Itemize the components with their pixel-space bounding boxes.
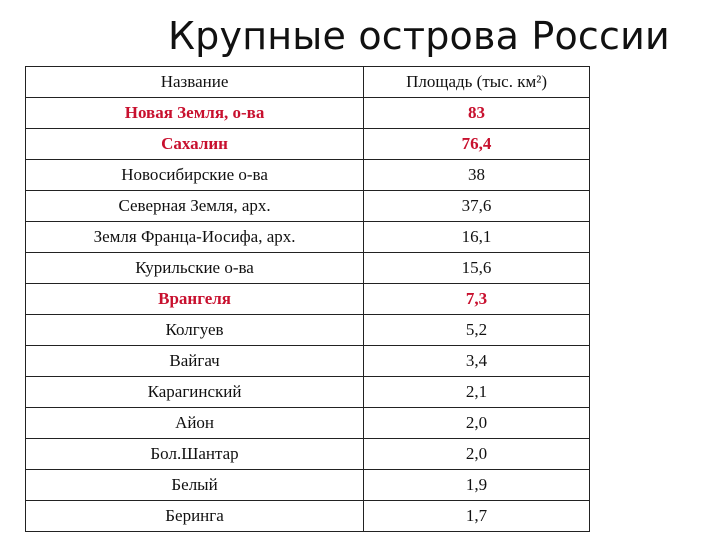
- island-name-cell: Белый: [26, 470, 364, 501]
- island-area-cell: 83: [364, 98, 590, 129]
- table-row: [26, 253, 590, 284]
- header-name: Название: [26, 67, 364, 98]
- island-name-cell: Новая Земля, о-ва: [26, 98, 364, 129]
- table-row: [26, 408, 590, 439]
- island-area-cell: 38: [364, 160, 590, 191]
- island-name-cell: Айон: [26, 408, 364, 439]
- table-body: [26, 98, 590, 532]
- island-area-cell: 1,7: [364, 501, 590, 532]
- island-name-cell: Новосибирские о-ва: [26, 160, 364, 191]
- island-name-cell: Вайгач: [26, 346, 364, 377]
- table-row: [26, 222, 590, 253]
- table-row: [26, 439, 590, 470]
- island-area-cell: 7,3: [364, 284, 590, 315]
- island-name-cell: Северная Земля, арх.: [26, 191, 364, 222]
- table-row: [26, 284, 590, 315]
- islands-table: [25, 66, 590, 532]
- island-area-cell: 37,6: [364, 191, 590, 222]
- header-area: Площадь (тыс. км²): [364, 67, 590, 98]
- table-row: [26, 98, 590, 129]
- table-row: [26, 377, 590, 408]
- island-area-cell: 5,2: [364, 315, 590, 346]
- island-area-cell: 16,1: [364, 222, 590, 253]
- table-row: [26, 470, 590, 501]
- island-name-cell: Бол.Шантар: [26, 439, 364, 470]
- table-row: [26, 129, 590, 160]
- island-area-cell: 2,0: [364, 439, 590, 470]
- island-name-cell: Колгуев: [26, 315, 364, 346]
- island-area-cell: 1,9: [364, 470, 590, 501]
- table-row: [26, 160, 590, 191]
- table-row: [26, 315, 590, 346]
- island-area-cell: 2,0: [364, 408, 590, 439]
- island-name-cell: Курильские о-ва: [26, 253, 364, 284]
- island-area-cell: 2,1: [364, 377, 590, 408]
- island-area-cell: 15,6: [364, 253, 590, 284]
- table-header-row: [26, 67, 590, 98]
- page-title: Крупные острова России: [168, 14, 670, 58]
- island-area-cell: 3,4: [364, 346, 590, 377]
- island-name-cell: Врангеля: [26, 284, 364, 315]
- table-row: [26, 191, 590, 222]
- table-row: [26, 501, 590, 532]
- island-name-cell: Карагинский: [26, 377, 364, 408]
- island-area-cell: 76,4: [364, 129, 590, 160]
- table-row: [26, 346, 590, 377]
- island-name-cell: Беринга: [26, 501, 364, 532]
- island-name-cell: Сахалин: [26, 129, 364, 160]
- island-name-cell: Земля Франца-Иосифа, арх.: [26, 222, 364, 253]
